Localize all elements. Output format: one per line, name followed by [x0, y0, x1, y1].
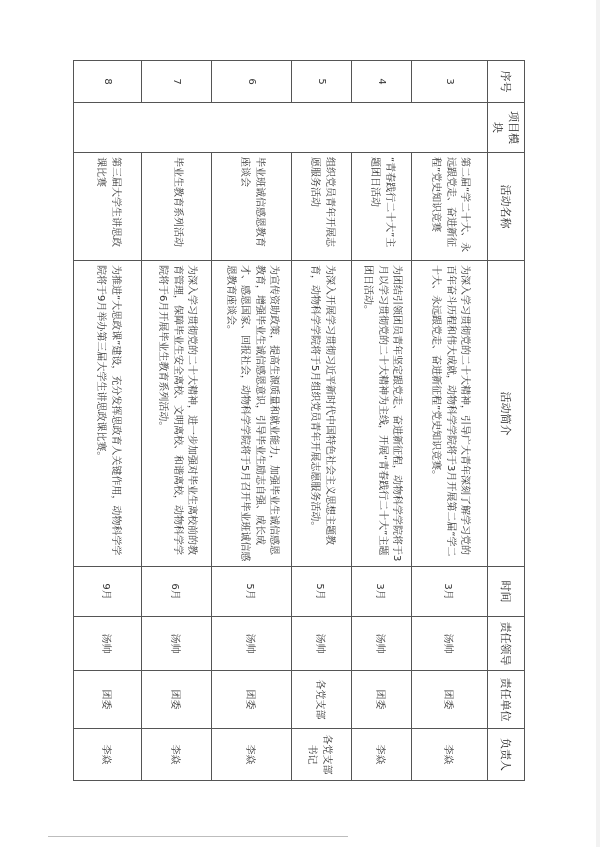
header-time: 时间	[488, 567, 525, 617]
row-leader: 汤帅	[212, 617, 292, 671]
row-time: 3月	[412, 567, 488, 617]
row-no: 3	[412, 61, 488, 103]
row-leader: 汤帅	[142, 617, 212, 671]
header-no: 序号	[488, 61, 525, 103]
row-name: 第二届“学二十大、永远跟党走、奋进新征程”党史知识竞赛	[412, 153, 488, 261]
row-no: 5	[292, 61, 352, 103]
row-intro: 为深入学习贯彻党的二十大精神，进一步加强对毕业生离校前的教育管理，保障毕业生安全离校、文明离校、和谐离校，动物科学学院将于6月开展毕业生教育系列活动。	[142, 261, 212, 567]
row-unit: 各党支部	[292, 671, 352, 729]
table-row	[352, 61, 412, 781]
row-intro: 为宣传资助政策，提高生源质量和就业能力，加强毕业生诚信感恩教育，增强毕业生诚信感恩意识，引导毕业生励志自强、成长成才、感恩国家、回报社会，动物科学学院将于5月召开毕业班诚信感恩教育座谈会。	[212, 261, 292, 567]
table-row	[412, 61, 488, 781]
row-time: 9月	[74, 567, 142, 617]
page-edge-shadow	[596, 0, 600, 847]
row-leader: 汤帅	[74, 617, 142, 671]
scan-artifact-line	[48, 836, 348, 837]
row-leader: 汤帅	[352, 617, 412, 671]
row-intro: 为深入开展学习贯彻习近平新时代中国特色社会主义思想主题教育，动物科学学院将于5月组织党员青年开展志愿服务活动。	[292, 261, 352, 567]
row-time: 5月	[292, 567, 352, 617]
header-module: 项目模块	[488, 103, 525, 153]
row-no: 4	[352, 61, 412, 103]
row-leader: 汤帅	[292, 617, 352, 671]
row-intro: 为推进“大思政课”建设，充分发挥思政育人关键作用，动物科学学院将于9月举办第三届大学生讲思政课比赛。	[74, 261, 142, 567]
activity-table	[73, 60, 525, 781]
row-time: 3月	[352, 567, 412, 617]
row-module	[74, 103, 488, 153]
row-no: 8	[74, 61, 142, 103]
row-no: 7	[142, 61, 212, 103]
row-person: 李焱	[212, 729, 292, 781]
row-name: “青春践行二十大”主题团日活动	[352, 153, 412, 261]
row-time: 5月	[212, 567, 292, 617]
row-name: 第三届大学生讲思政课比赛	[74, 153, 142, 261]
table-row	[74, 61, 142, 781]
header-leader: 责任领导	[488, 617, 525, 671]
row-intro: 为团结引领团员青年坚定跟党走、奋进新征程，动物科学学院将于3月以学习贯彻党的二十大精神为主线，开展“青春践行二十大”主题团日活动。	[352, 261, 412, 567]
row-unit: 团委	[142, 671, 212, 729]
row-person: 李焱	[352, 729, 412, 781]
header-name: 活动名称	[488, 153, 525, 261]
table-row	[142, 61, 212, 781]
rotated-table-wrapper	[75, 60, 525, 780]
header-unit: 责任单位	[488, 671, 525, 729]
row-unit: 团委	[212, 671, 292, 729]
row-person: 李焱	[412, 729, 488, 781]
header-intro: 活动简介	[488, 261, 525, 567]
row-unit: 团委	[74, 671, 142, 729]
table-row	[212, 61, 292, 781]
header-row	[488, 61, 525, 781]
row-intro: 为深入学习贯彻党的二十大精神，引导广大青年深刻了解学习党的百年奋斗历程和伟大成就，动物科学学院将于3月开展第二届“学二十大、永远跟党走、奋进新征程”党史知识竞赛。	[412, 261, 488, 567]
row-unit: 团委	[412, 671, 488, 729]
row-person: 李焱	[142, 729, 212, 781]
row-time: 6月	[142, 567, 212, 617]
row-name: 毕业生教育系列活动	[142, 153, 212, 261]
row-person: 李焱	[74, 729, 142, 781]
row-person: 各党支部书记	[292, 729, 352, 781]
row-leader: 汤帅	[412, 617, 488, 671]
header-person: 负责人	[488, 729, 525, 781]
row-name: 毕业班诚信感恩教育座谈会	[212, 153, 292, 261]
row-no: 6	[212, 61, 292, 103]
table-row	[292, 61, 352, 781]
row-unit: 团委	[352, 671, 412, 729]
row-name: 组织党员青年开展志愿服务活动	[292, 153, 352, 261]
